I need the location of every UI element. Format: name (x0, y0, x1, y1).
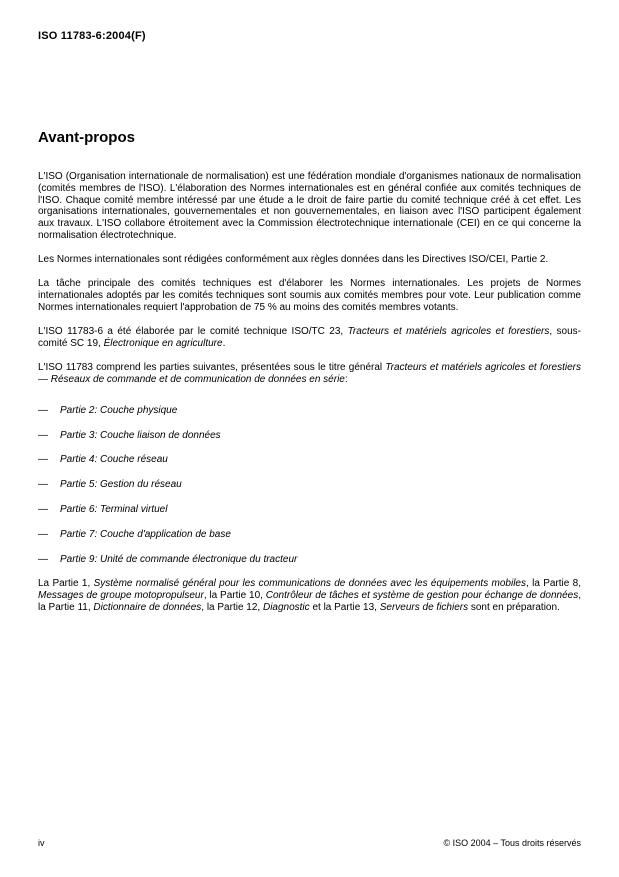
list-item (38, 405, 581, 417)
list-dash: — (38, 528, 48, 540)
list-item (38, 430, 581, 442)
paragraph (38, 278, 581, 313)
list-dash: — (38, 503, 48, 515)
copyright-notice: © ISO 2004 – Tous droits réservés (443, 838, 581, 848)
list-item-text (60, 479, 182, 491)
italic-text-run: Tracteurs et matériels agricoles et forestiers (347, 326, 550, 338)
text-run: , la Partie 12, (201, 601, 263, 613)
paragraph (38, 254, 581, 266)
list-item-text (60, 504, 167, 516)
text-run: : (344, 373, 348, 385)
page-footer (38, 838, 581, 848)
text-run: sont en préparation. (468, 601, 560, 613)
text-run: , la Partie 8, (525, 578, 581, 590)
italic-text-run: Système normalisé général pour les communications de données avec les équipements mobiles (93, 578, 526, 590)
text-run: , la Partie 11, (38, 590, 582, 613)
text-run: et la Partie 13, (309, 601, 380, 613)
paragraph (38, 326, 581, 350)
document-reference: ISO 11783-6:2004(F) (38, 30, 146, 42)
text-run: L'ISO 11783-6 a été élaborée par le comité technique ISO/TC 23, (38, 326, 348, 338)
italic-text-run: Partie 6: Terminal virtuel (60, 503, 168, 515)
text-run: L'ISO (Organisation internationale de normalisation) est une fédération mondiale d'organismes nationaux de normalisation (comités membres de l'ISO). L'élaboration des Normes internationales est en général confiée aux comités techniques de l'ISO. Chaque comité membre intéressé par une étude a le droit de faire partie du comité technique créé à cet effet. Les organisations internationales, gouvernementales et non gouvernementales, en liaison avec l'ISO participent également aux travaux. L'ISO collabore étroitement avec la Commission électrotechnique internationale (CEI) en ce qui concerne la normalisation électrotechnique. (38, 171, 581, 241)
italic-text-run: Partie 2: Couche physique (60, 404, 178, 416)
list-item (38, 504, 581, 516)
paragraph (38, 578, 581, 613)
text-run: L'ISO 11783 comprend les parties suivantes, présentées sous le titre général (38, 362, 386, 374)
italic-text-run: Partie 3: Couche liaison de données (60, 429, 221, 441)
list-item-text (60, 554, 297, 566)
list-dash: — (38, 404, 48, 416)
list-dash: — (38, 454, 48, 466)
italic-text-run: Dictionnaire de données (93, 601, 202, 613)
text-run: Les Normes internationales sont rédigées conformément aux règles données dans les Directives ISO/CEI, Partie 2. (38, 254, 549, 266)
list-item (38, 479, 581, 491)
list-dash: — (38, 429, 48, 441)
list-item-text (60, 405, 177, 417)
paragraph (38, 171, 581, 242)
list-item-text (60, 454, 168, 466)
text-run: La Partie 1, (38, 578, 94, 590)
parts-list (38, 405, 581, 566)
italic-text-run: Partie 7: Couche d'application de base (60, 528, 231, 540)
list-dash: — (38, 553, 48, 565)
list-item-text (60, 430, 221, 442)
list-item (38, 454, 581, 466)
paragraph (38, 362, 581, 386)
text-run: La tâche principale des comités techniques est d'élaborer les Normes internationales. Les projets de Normes internationales adoptés par les comités techniques sont soumis aux comités membres pour vote. Leur publication comme Normes internationales requiert l'approbation de 75 % au moins des comités membres votants. (38, 278, 581, 313)
italic-text-run: Diagnostic (262, 601, 310, 613)
italic-text-run: Partie 5: Gestion du réseau (60, 479, 182, 491)
text-run: . (222, 337, 226, 349)
text-run: , la Partie 10, (203, 590, 266, 602)
list-item-text (60, 529, 231, 541)
italic-text-run: Contrôleur de tâches et système de gestion pour échange de données (265, 590, 579, 602)
page-title: Avant-propos (38, 129, 135, 146)
list-item (38, 529, 581, 541)
italic-text-run: Électronique en agriculture (103, 337, 223, 349)
list-dash: — (38, 479, 48, 491)
italic-text-run: Serveurs de fichiers (379, 601, 469, 613)
italic-text-run: Partie 4: Couche réseau (60, 454, 168, 466)
document-body (38, 171, 581, 626)
italic-text-run: Partie 9: Unité de commande électronique du tracteur (60, 553, 298, 565)
italic-text-run: Tracteurs et matériels agricoles et forestiers — Réseaux de commande et de communication de données en série (38, 362, 581, 385)
text-run: , sous-comité SC 19, (38, 326, 581, 349)
list-item (38, 554, 581, 566)
italic-text-run: Messages de groupe motopropulseur (38, 590, 204, 602)
page-number: iv (38, 838, 45, 848)
